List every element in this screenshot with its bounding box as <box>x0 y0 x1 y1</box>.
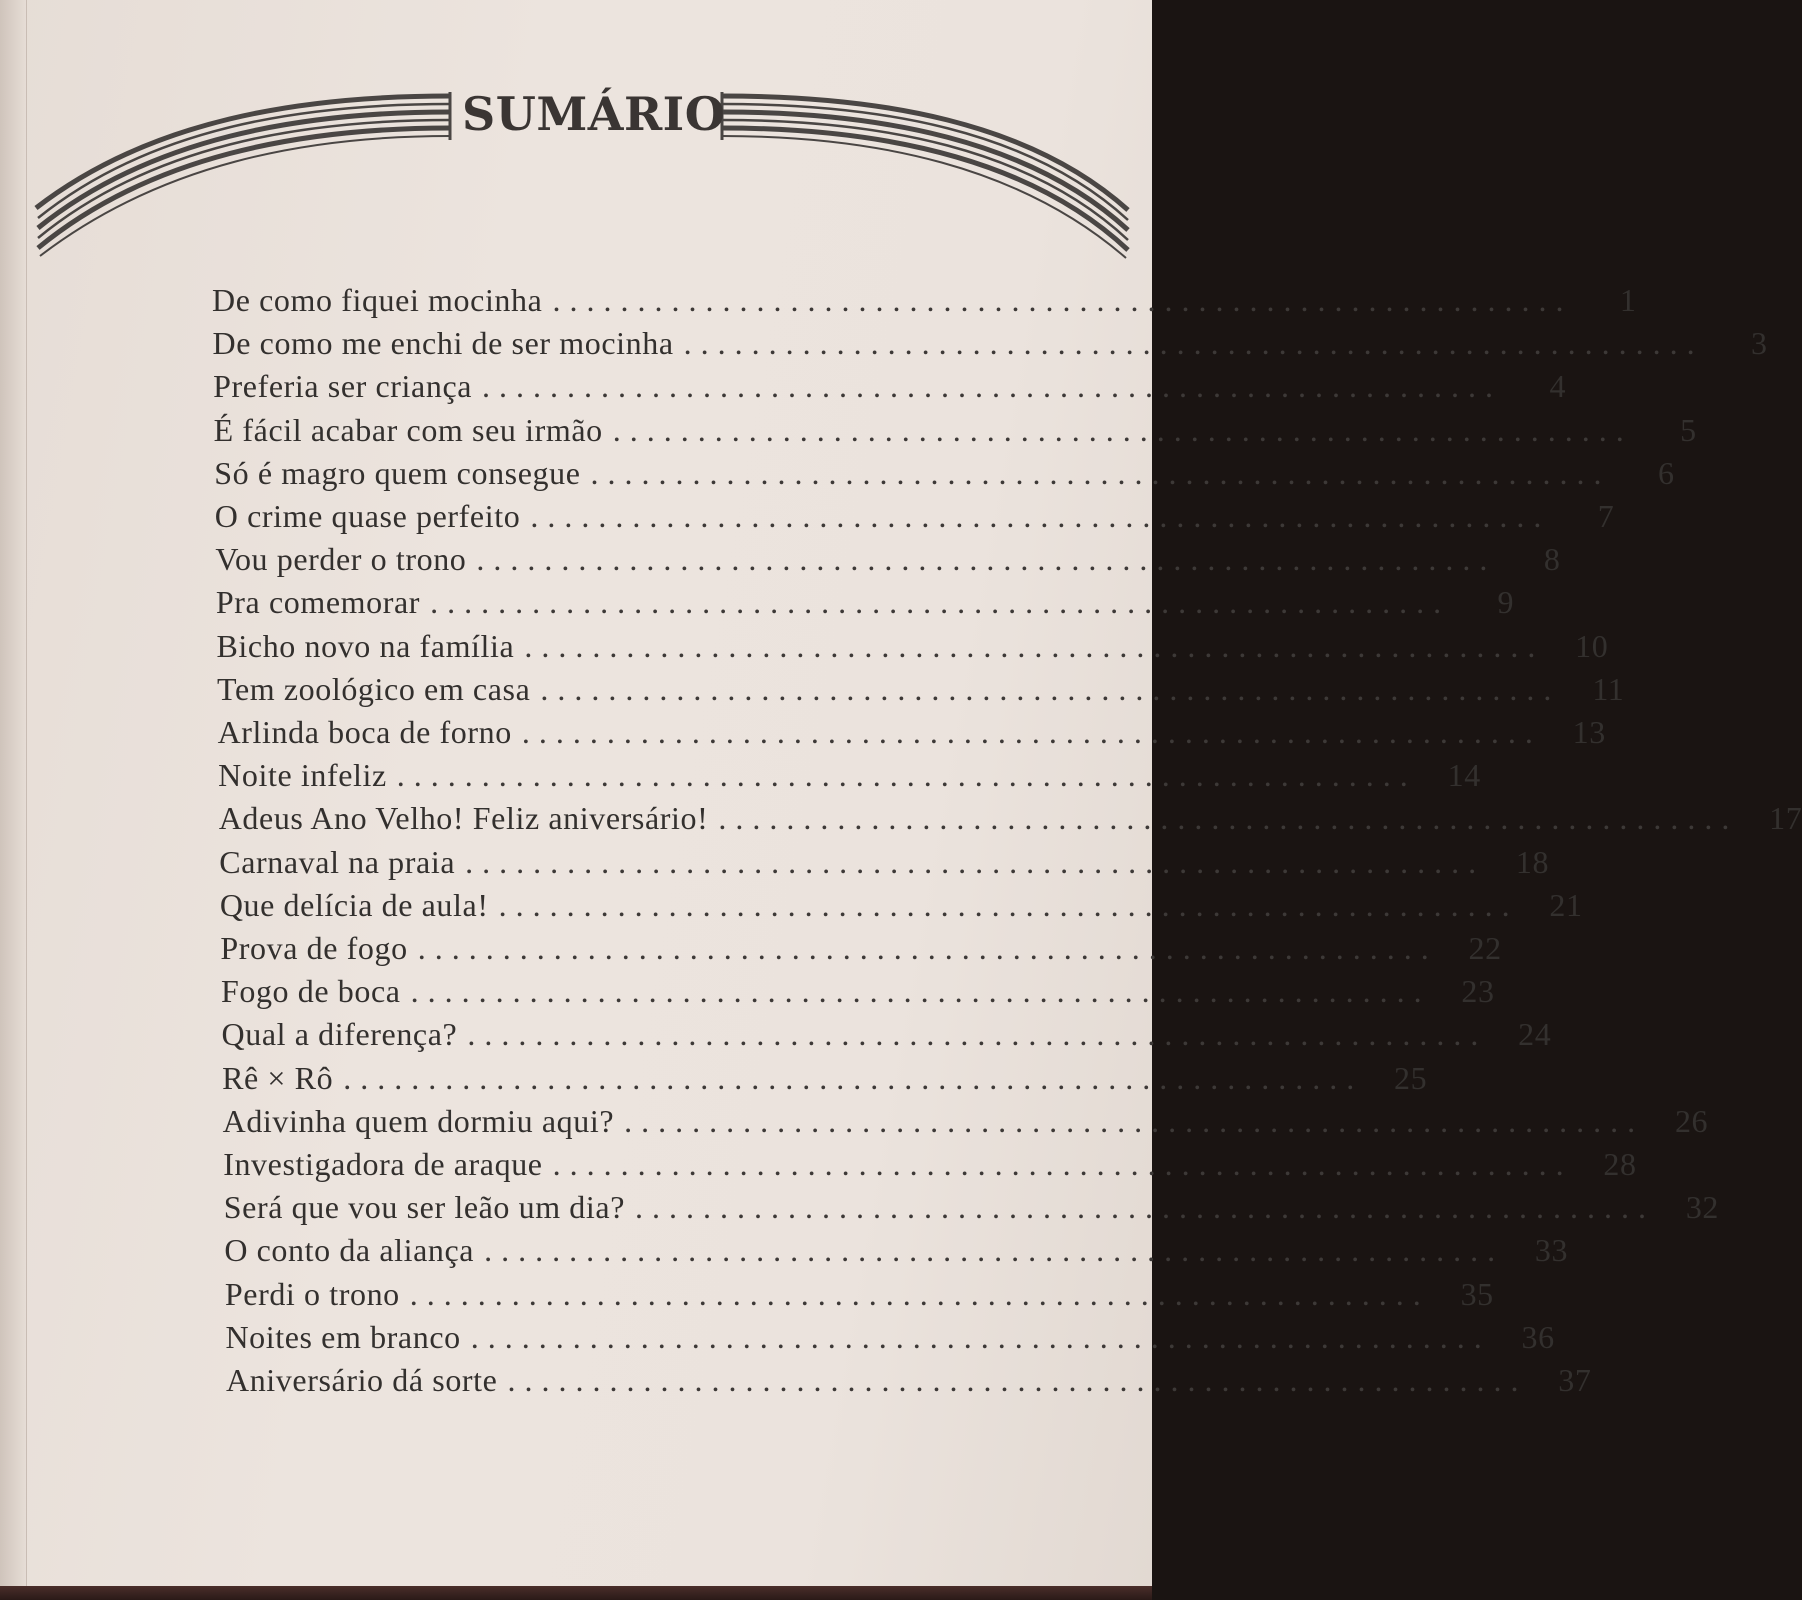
toc-entry-title: Perdi o trono <box>224 1275 400 1312</box>
toc-entry-page-number: 33 <box>1534 1232 1569 1269</box>
toc-entry-title: Rê × Rô <box>222 1059 334 1096</box>
toc-entry-page-number: 11 <box>1592 670 1625 707</box>
toc-entry <box>221 1012 1552 1056</box>
toc-entry-page-number: 14 <box>1447 757 1481 794</box>
toc-entry-title: Qual a diferença? <box>221 1016 458 1053</box>
toc-entry-title: Vou perder o trono <box>215 541 467 578</box>
toc-entry <box>214 494 1615 538</box>
toc-leader-dots: ............................................................ <box>552 282 1573 318</box>
toc-leader-dots: ............................................................ <box>484 1232 1505 1269</box>
toc-entry-title: Adeus Ano Velho! Feliz aniversário! <box>218 800 709 837</box>
toc-entry <box>219 883 1583 927</box>
toc-entry <box>212 321 1768 365</box>
toc-entry <box>220 926 1502 970</box>
toc-entry-page-number: 24 <box>1518 1016 1552 1053</box>
toc-entry <box>223 1142 1637 1186</box>
toc-entry <box>222 1056 1428 1100</box>
toc-entry <box>213 364 1567 408</box>
toc-entry-page-number: 7 <box>1597 498 1615 534</box>
toc-leader-dots: ............................................................ <box>410 973 1431 1010</box>
toc-entry <box>214 451 1675 495</box>
toc-entry <box>224 1228 1569 1272</box>
toc-leader-dots: ............................................................ <box>498 886 1519 923</box>
toc-entry-title: Será que vou ser leão um dia? <box>223 1189 626 1226</box>
toc-leader-dots: ............................................................ <box>343 1059 1364 1096</box>
toc-entry <box>218 753 1481 797</box>
toc-entry-page-number: 8 <box>1543 541 1561 578</box>
toc-entry <box>217 667 1625 711</box>
page-title: SUMÁRIO <box>462 87 726 141</box>
toc-entry-page-number: 5 <box>1680 411 1697 448</box>
toc-leader-dots: ............................................................ <box>521 714 1542 750</box>
toc-entry <box>215 580 1515 624</box>
toc-leader-dots: ............................................................ <box>552 1146 1573 1182</box>
toc-entry-page-number: 3 <box>1751 325 1768 362</box>
toc-entry <box>223 1185 1720 1229</box>
toc-entry-page-number: 35 <box>1460 1275 1494 1312</box>
toc-entry-title: Arlinda boca de forno <box>217 714 512 750</box>
toc-entry <box>222 1099 1709 1143</box>
toc-leader-dots: ............................................................ <box>430 584 1451 621</box>
toc-entry-title: Só é magro quem consegue <box>214 454 581 491</box>
toc-entry-title: É fácil acabar com seu irmão <box>213 411 603 448</box>
toc-leader-dots: ............................................................ <box>683 325 1704 362</box>
toc-entry <box>220 969 1495 1013</box>
toc-entry-page-number: 32 <box>1685 1189 1720 1226</box>
toc-entry-title: Tem zoológico em casa <box>217 670 531 707</box>
toc-leader-dots: ............................................................ <box>465 843 1486 880</box>
toc-leader-dots: ............................................................ <box>409 1275 1430 1312</box>
toc-entry-title: Preferia ser criança <box>213 368 473 405</box>
toc-leader-dots: ............................................................ <box>507 1362 1528 1398</box>
toc-entry <box>213 408 1697 452</box>
toc-entry-title: Noite infeliz <box>218 757 387 794</box>
toc-leader-dots: ............................................................ <box>540 670 1561 707</box>
toc-entry-page-number: 23 <box>1461 973 1495 1010</box>
toc-entry-title: Pra comemorar <box>215 584 421 621</box>
toc-entry <box>226 1358 1592 1402</box>
toc-entry <box>216 624 1609 668</box>
toc-entry-page-number: 25 <box>1394 1059 1428 1096</box>
toc-leader-dots: ............................................................ <box>396 757 1417 794</box>
toc-leader-dots: ............................................................ <box>590 454 1611 491</box>
toc-entry-title: O crime quase perfeito <box>214 498 521 534</box>
page-bottom-edge <box>0 1586 1152 1600</box>
toc-leader-dots: ............................................................ <box>476 541 1497 578</box>
toc-entry-page-number: 9 <box>1497 584 1515 621</box>
toc-entry <box>224 1272 1494 1316</box>
toc-entry-page-number: 36 <box>1521 1318 1555 1355</box>
toc-entry-title: De como me enchi de ser mocinha <box>212 325 674 362</box>
toc-leader-dots: ............................................................ <box>635 1189 1656 1226</box>
toc-entry-title: Noites em branco <box>225 1318 461 1355</box>
toc-leader-dots: ............................................................ <box>524 627 1545 664</box>
toc-entry-title: Investigadora de araque <box>223 1146 543 1182</box>
toc-entry-title: Carnaval na praia <box>219 843 456 880</box>
toc-entry-page-number: 26 <box>1674 1102 1709 1139</box>
toc-entry-page-number: 6 <box>1657 454 1675 491</box>
toc-leader-dots: ............................................................ <box>718 800 1739 837</box>
toc-leader-dots: ............................................................ <box>624 1102 1645 1139</box>
toc-entry-page-number: 28 <box>1603 1146 1637 1182</box>
toc-entry-page-number: 1 <box>1619 282 1637 318</box>
toc-entry-title: Adivinha quem dormiu aqui? <box>222 1102 615 1139</box>
toc-leader-dots: ............................................................ <box>470 1318 1491 1355</box>
toc-entry-title: De como fiquei mocinha <box>212 282 543 318</box>
toc-entry-page-number: 21 <box>1549 886 1583 923</box>
toc-leader-dots: ............................................................ <box>530 498 1551 534</box>
toc-entry <box>219 840 1550 884</box>
toc-entry <box>215 537 1561 581</box>
toc-entry-title: Prova de fogo <box>220 930 408 966</box>
toc-entry-page-number: 4 <box>1549 368 1567 405</box>
toc-entry-page-number: 10 <box>1575 627 1609 664</box>
toc-entry-page-number: 13 <box>1572 714 1606 750</box>
toc-entry-title: Que delícia de aula! <box>219 886 489 923</box>
toc-leader-dots: ............................................................ <box>417 930 1438 966</box>
toc-entry-page-number: 17 <box>1769 800 1802 837</box>
toc-entry-title: Bicho novo na família <box>216 627 515 664</box>
toc-entry <box>225 1315 1555 1359</box>
toc-entry-title: Aniversário dá sorte <box>226 1362 498 1398</box>
toc-entry <box>218 796 1802 840</box>
toc-entry <box>217 710 1606 754</box>
toc-entry-page-number: 18 <box>1515 843 1550 880</box>
toc-entry-title: O conto da aliança <box>224 1232 475 1269</box>
toc-entry-page-number: 22 <box>1468 930 1502 966</box>
toc-leader-dots: ............................................................ <box>612 411 1633 448</box>
toc-leader-dots: ............................................................ <box>482 368 1503 405</box>
toc-entry <box>212 278 1637 322</box>
toc-entry-page-number: 37 <box>1558 1362 1592 1398</box>
toc-leader-dots: ............................................................ <box>467 1016 1488 1053</box>
toc-entry-title: Fogo de boca <box>220 973 401 1010</box>
